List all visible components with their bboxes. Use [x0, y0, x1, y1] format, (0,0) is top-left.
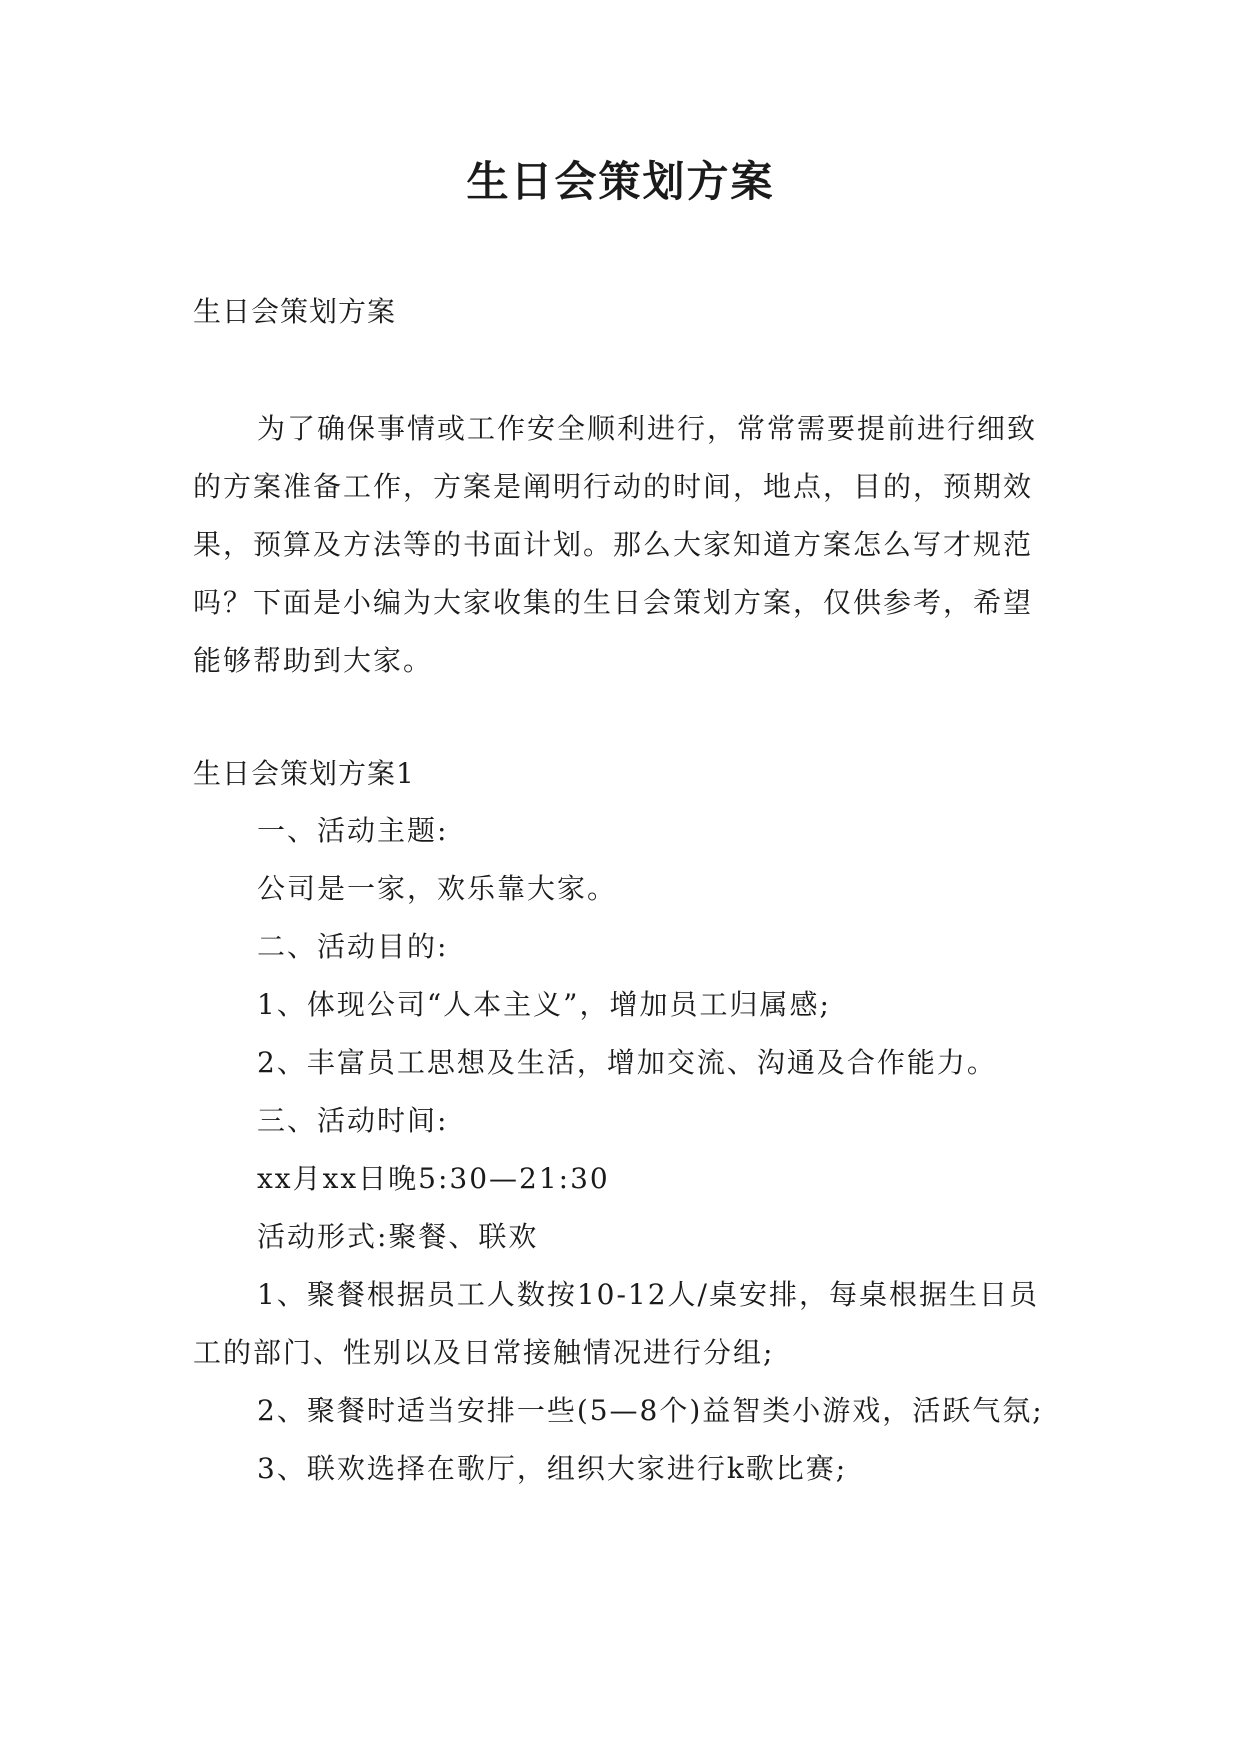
paragraph-format-1: 1、聚餐根据员工人数按10-12人/桌安排，每桌根据生日员工的部门、性别以及日常接触情况进行分组; — [193, 1278, 1039, 1369]
paragraph-theme: 公司是一家，欢乐靠大家。 — [257, 872, 618, 905]
section-body — [193, 802, 1063, 1498]
paragraph-purpose-2: 2、丰富员工思想及生活，增加交流、沟通及合作能力。 — [257, 1046, 997, 1079]
document-title: 生日会策划方案 — [466, 157, 775, 206]
paragraph-format-2: 2、聚餐时适当安排一些(5—8个)益智类小游戏，活跃气氛; — [257, 1394, 1044, 1427]
paragraph-purpose-heading: 二、活动目的: — [257, 930, 449, 963]
paragraph-format-3: 3、联欢选择在歌厅，组织大家进行k歌比赛; — [257, 1452, 848, 1485]
intro-paragraph: 为了确保事情或工作安全顺利进行，常常需要提前进行细致的方案准备工作，方案是阐明行动的时间，地点，目的，预期效果，预算及方法等的书面计划。那么大家知道方案怎么写才规范吗？下面是小编为大家收集的生日会策划方案，仅供参考，希望能够帮助到大家。 — [193, 412, 1038, 677]
paragraph-time: xx月xx日晚5:30—21:30 — [257, 1162, 610, 1195]
paragraph-format: 活动形式:聚餐、联欢 — [257, 1220, 539, 1253]
paragraph-purpose-1: 1、体现公司“人本主义”，增加员工归属感; — [257, 988, 831, 1021]
document-subtitle: 生日会策划方案 — [193, 295, 397, 328]
paragraph-time-heading: 三、活动时间: — [257, 1104, 449, 1137]
paragraph-theme-heading: 一、活动主题: — [257, 814, 449, 847]
section-title: 生日会策划方案1 — [193, 757, 415, 790]
